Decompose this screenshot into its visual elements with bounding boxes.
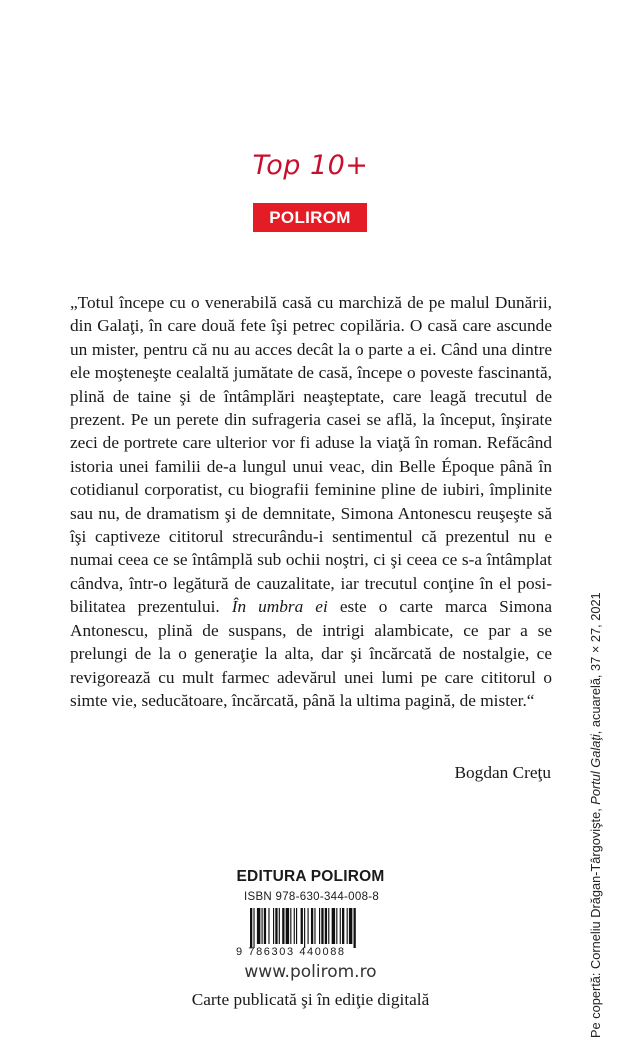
- barcode-bar: [294, 908, 295, 944]
- publisher-name: EDITURA POLIROM: [236, 868, 385, 885]
- barcode-bar: [342, 908, 344, 944]
- barcode-bar: [275, 908, 277, 944]
- isbn-label: ISBN 978-630-344-008-8: [244, 891, 380, 903]
- barcode-bar: [296, 908, 297, 944]
- barcode-bar: [273, 908, 274, 944]
- cover-credit-suffix: , acuarelă, 37 × 27, 2021: [588, 592, 603, 735]
- blurb-text-part1: „Totul începe cu o venerabilă casă cu marchiză de pe malul Dunării, din Galaţi, în care două fete îşi petrec copilăria. O casă care ascunde un mister, pentru că nu au acces decât la o parte a ei. Când una dintre ele moşteneşte cealaltă jumătate de casă, începe o poveste fascinantă, plină de taine şi de întâmplări neaşteptate, care leagă trecutul de prezent. Pe un perete din sufrageria casei se află, la început, înşirate zeci de portrete care ulterior vor fi aduse la viaţă în roman. Refăcând istoria unei familii de-a lungul unui veac, din Belle Époque până în cotidianul corporatist, cu biografii feminine pline de iubiri, împlinite sau nu, de dramatism şi de demnitate, Simona Antonescu reuşeşte să îşi captiveze cititorul strecurându-i sentimentul că prezentul nu e numai ceea ce se întâmplă sub ochii noştri, ci şi ceea ce s-a întâmplat cândva, într-o legătură de cauzalitate, iar trecutul conţine în el posibilitatea prezentului.: [70, 293, 552, 617]
- cover-art-credit: [588, 592, 603, 1038]
- barcode-bar: [325, 908, 327, 944]
- blurb-text-part2: este o carte marca Simona Antonescu, plină de suspans, de intrigi alambicate, ce par a se prelungi de la o generaţie la alta, dar şi încărcată de nostalgie, ce revigorează cu mult farmec adevărul unei lumi pe care cititorul o simte vie, seducătoare, încărcată, până la ultima pagină, de mister.“: [70, 597, 552, 710]
- barcode-bar: [340, 908, 341, 944]
- barcode-bar: [336, 908, 337, 944]
- barcode-bar: [279, 908, 280, 944]
- barcode-icon: [250, 908, 390, 948]
- barcode-bar: [308, 908, 309, 944]
- barcode-bar: [282, 908, 284, 944]
- blurb-book-title: În umbra ei: [231, 597, 328, 617]
- barcode-bar: [354, 908, 356, 948]
- top10-series-logo: Top 10+: [252, 150, 369, 181]
- barcode-bar: [286, 908, 289, 944]
- barcode-bar: [304, 908, 305, 948]
- barcode-bar: [253, 908, 254, 948]
- digital-edition-note: Carte publicată şi în ediţie digitală: [191, 990, 430, 1009]
- barcode-bar: [311, 908, 313, 944]
- publisher-website: www.polirom.ro: [244, 962, 377, 982]
- barcode-bar: [257, 908, 260, 944]
- barcode-bar: [349, 908, 352, 944]
- barcode-bar: [321, 908, 323, 944]
- barcode-bar: [347, 908, 348, 944]
- blurb-author: Bogdan Creţu: [454, 763, 551, 782]
- barcode-digits: 9 786303 440088: [236, 946, 346, 958]
- barcode-bar: [332, 908, 335, 944]
- barcode-bar: [290, 908, 291, 944]
- back-cover-blurb: [70, 291, 552, 712]
- cover-credit-title: Portul Galaţi: [588, 734, 603, 805]
- barcode-bar: [268, 908, 269, 944]
- barcode-bar: [301, 908, 303, 944]
- cover-credit-prefix: Pe copertă: Corneliu Drăgan-Târgovişte,: [588, 804, 603, 1038]
- barcode-bar: [319, 908, 320, 944]
- polirom-badge: POLIROM: [253, 203, 367, 232]
- barcode-bar: [250, 908, 252, 948]
- barcode-bar: [328, 908, 329, 944]
- barcode-bar: [264, 908, 266, 944]
- barcode-bar: [262, 908, 263, 944]
- barcode-bar: [314, 908, 315, 944]
